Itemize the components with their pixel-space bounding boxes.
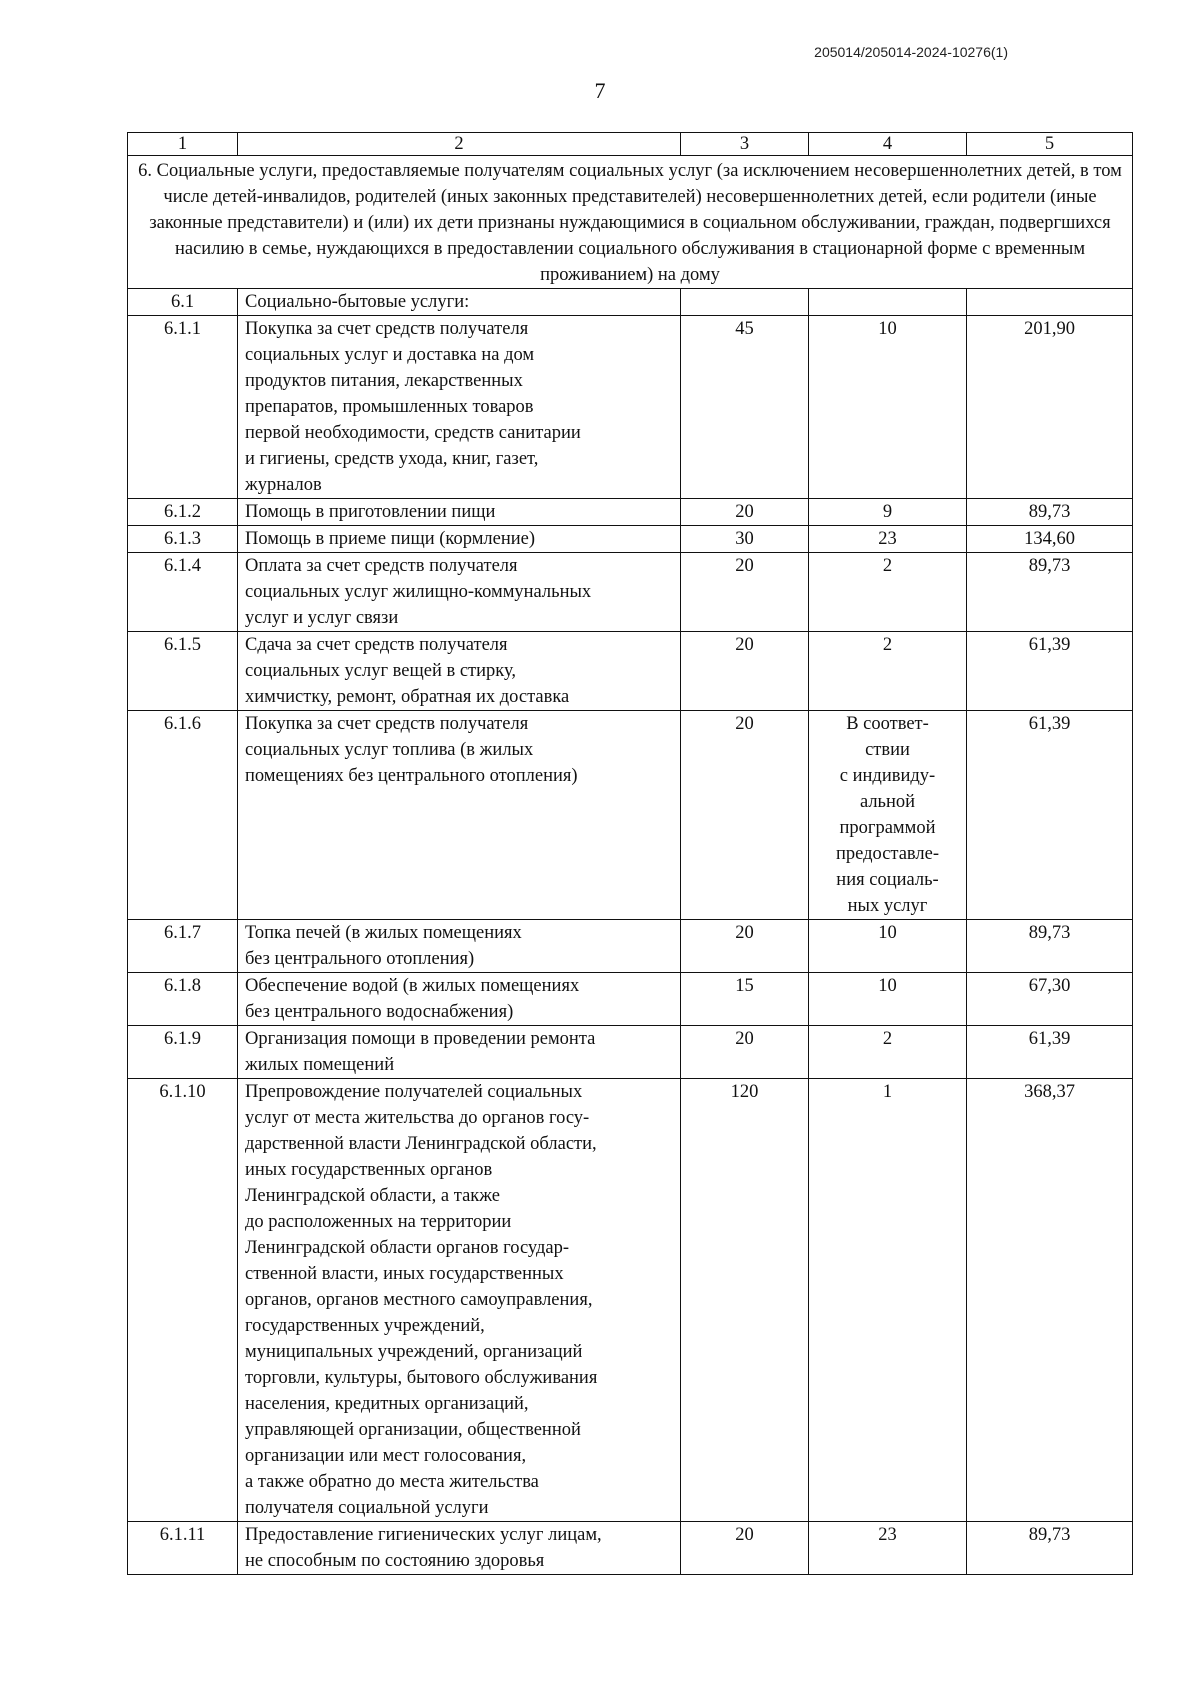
col5-value — [967, 289, 1133, 316]
col3-value: 120 — [681, 1079, 809, 1522]
service-name: Покупка за счет средств получателя социальных услуг топлива (в жилых помещениях без центрального отопления) — [238, 711, 681, 920]
col4-value: 23 — [809, 526, 967, 553]
table-row — [128, 289, 1133, 316]
service-name: Препровождение получателей социальных услуг от места жительства до органов госу- дарственной власти Ленинградской области, иных государственных органов Ленинградской области, а также до расположенных на территории Ленинградской области органов государ- ственной власти, иных государственных органов, органов местного самоуправления, государственных учреждений, муниципальных учреждений, организаций торговли, культуры, бытового обслуживания населения, кредитных организаций, управляющей организации, общественной организации или мест голосования, а также обратно до места жительства получателя социальной услуги — [238, 1079, 681, 1522]
table-row — [128, 499, 1133, 526]
col4-value: 10 — [809, 973, 967, 1026]
col3-value: 20 — [681, 499, 809, 526]
service-name: Предоставление гигиенических услуг лицам, не способным по состоянию здоровья — [238, 1522, 681, 1575]
col3-value: 20 — [681, 920, 809, 973]
service-name: Покупка за счет средств получателя социальных услуг и доставка на дом продуктов питания, лекарственных препаратов, промышленных товаров первой необходимости, средств санитарии и гигиены, средств ухода, книг, газет, журналов — [238, 316, 681, 499]
table-row — [128, 973, 1133, 1026]
section-title: 6. Социальные услуги, предоставляемые получателям социальных услуг (за исключением несовершеннолетних детей, в том числе детей-инвалидов, родителей (иных законных представителей) несовершеннолетних детей, если родители (иные законные представители) и (или) их дети признаны нуждающимися в социальном обслуживании, граждан, подвергшихся насилию в семье, нуждающихся в предоставлении социального обслуживания в стационарной форме с временным проживанием) на дому — [128, 156, 1133, 289]
row-number: 6.1.10 — [128, 1079, 238, 1522]
service-name: Организация помощи в проведении ремонта жилых помещений — [238, 1026, 681, 1079]
col3-value — [681, 289, 809, 316]
col3-value: 45 — [681, 316, 809, 499]
row-number: 6.1 — [128, 289, 238, 316]
table-row — [128, 632, 1133, 711]
service-name: Топка печей (в жилых помещениях без центрального отопления) — [238, 920, 681, 973]
table-row — [128, 526, 1133, 553]
table-row — [128, 711, 1133, 920]
col4-value: 9 — [809, 499, 967, 526]
col3-value: 20 — [681, 1026, 809, 1079]
service-name: Помощь в приеме пищи (кормление) — [238, 526, 681, 553]
col3-value: 20 — [681, 553, 809, 632]
col5-value: 134,60 — [967, 526, 1133, 553]
service-name: Обеспечение водой (в жилых помещениях без центрального водоснабжения) — [238, 973, 681, 1026]
service-name: Оплата за счет средств получателя социальных услуг жилищно-коммунальных услуг и услуг связи — [238, 553, 681, 632]
col4-value: 10 — [809, 316, 967, 499]
row-number: 6.1.11 — [128, 1522, 238, 1575]
col4-value: 2 — [809, 1026, 967, 1079]
table-row — [128, 316, 1133, 499]
col3-value: 20 — [681, 1522, 809, 1575]
col5-value: 61,39 — [967, 711, 1133, 920]
services-table — [127, 132, 1133, 1575]
row-number: 6.1.1 — [128, 316, 238, 499]
col3-value: 30 — [681, 526, 809, 553]
table-row — [128, 920, 1133, 973]
col5-value: 89,73 — [967, 1522, 1133, 1575]
table-body — [128, 289, 1133, 1575]
row-number: 6.1.3 — [128, 526, 238, 553]
col3-value: 15 — [681, 973, 809, 1026]
row-number: 6.1.2 — [128, 499, 238, 526]
service-name: Социально-бытовые услуги: — [238, 289, 681, 316]
col4-value — [809, 289, 967, 316]
header-col-2: 2 — [238, 133, 681, 156]
header-col-5: 5 — [967, 133, 1133, 156]
service-name: Сдача за счет средств получателя социальных услуг вещей в стирку, химчистку, ремонт, обратная их доставка — [238, 632, 681, 711]
table-row — [128, 1079, 1133, 1522]
header-col-4: 4 — [809, 133, 967, 156]
col5-value: 61,39 — [967, 1026, 1133, 1079]
col5-value: 61,39 — [967, 632, 1133, 711]
section-title-row — [128, 156, 1133, 289]
col5-value: 201,90 — [967, 316, 1133, 499]
row-number: 6.1.7 — [128, 920, 238, 973]
col3-value: 20 — [681, 632, 809, 711]
col4-value: 23 — [809, 1522, 967, 1575]
col5-value: 67,30 — [967, 973, 1133, 1026]
row-number: 6.1.8 — [128, 973, 238, 1026]
col5-value: 89,73 — [967, 553, 1133, 632]
table-header-row — [128, 133, 1133, 156]
row-number: 6.1.5 — [128, 632, 238, 711]
table-row — [128, 1522, 1133, 1575]
row-number: 6.1.9 — [128, 1026, 238, 1079]
table-row — [128, 553, 1133, 632]
col5-value: 368,37 — [967, 1079, 1133, 1522]
col3-value: 20 — [681, 711, 809, 920]
col4-value: 2 — [809, 632, 967, 711]
col4-value: 2 — [809, 553, 967, 632]
row-number: 6.1.4 — [128, 553, 238, 632]
page-number: 7 — [594, 78, 606, 103]
document-id: 205014/205014-2024-10276(1) — [814, 44, 1008, 60]
table-row — [128, 1026, 1133, 1079]
service-name: Помощь в приготовлении пищи — [238, 499, 681, 526]
col5-value: 89,73 — [967, 499, 1133, 526]
col4-value: В соответ- ствии с индивиду- альной программой предоставле- ния социаль- ных услуг — [809, 711, 967, 920]
row-number: 6.1.6 — [128, 711, 238, 920]
col4-value: 1 — [809, 1079, 967, 1522]
col5-value: 89,73 — [967, 920, 1133, 973]
header-col-3: 3 — [681, 133, 809, 156]
header-col-1: 1 — [128, 133, 238, 156]
col4-value: 10 — [809, 920, 967, 973]
